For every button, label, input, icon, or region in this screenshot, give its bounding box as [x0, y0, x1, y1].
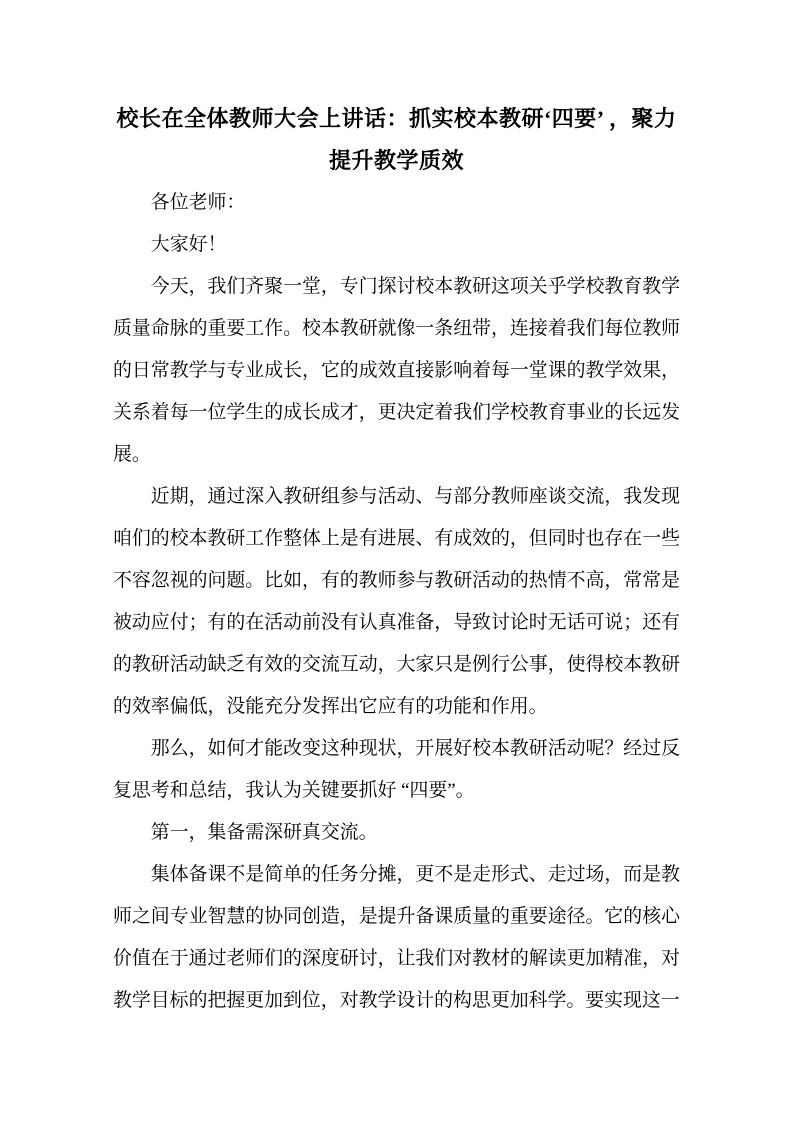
paragraph-transition-four-essentials: 那么，如何才能改变这种现状，开展好校本教研活动呢？经过反复思考和总结，我认为关键要抓好 “四要”。 — [113, 738, 680, 801]
paragraph-point-one-body: 集体备课不是简单的任务分摊，更不是走形式、走过场，而是教师之间专业智慧的协同创造，是提升备课质量的重要途径。它的核心价值在于通过老师们的深度研讨，让我们对教材的解读更加精准，对教学目标的把握更加到位，对教学设计的构思更加科学。要实现这一 — [113, 864, 680, 1011]
document-title: 校长在全体教师大会上讲话：抓实校本教研‘四要’ ，聚力提升教学质效 — [116, 106, 677, 173]
salutation: 各位老师： — [150, 192, 246, 213]
heading-point-one: 第一，集备需深研真交流。 — [150, 822, 378, 843]
paragraph-problems: 近期，通过深入教研组参与活动、与部分教师座谈交流，我发现咱们的校本教研工作整体上是有进展、有成效的，但同时也存在一些不容忽视的问题。比如，有的教师参与教研活动的热情不高，常常是被动应付；有的在活动前没有认真准备，导致讨论时无话可说；还有的教研活动缺乏有效的交流互动，大家只是例行公事，使得校本教研的效率偏低，没能充分发挥出它应有的功能和作用。 — [113, 486, 680, 717]
greeting: 大家好！ — [150, 234, 227, 255]
paragraph-intro: 今天，我们齐聚一堂，专门探讨校本教研这项关乎学校教育教学质量命脉的重要工作。校本教研就像一条纽带，连接着我们每位教师的日常教学与专业成长，它的成效直接影响着每一堂课的教学效果，关系着每一位学生的成长成才，更决定着我们学校教育事业的长远发展。 — [113, 276, 680, 465]
